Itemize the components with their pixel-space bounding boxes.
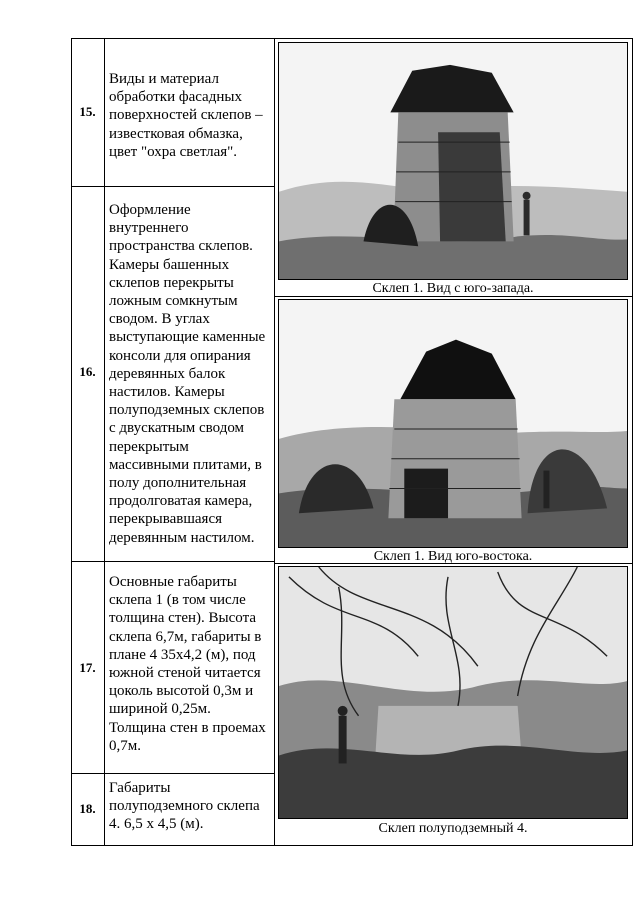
row-number-18: 18. [79, 801, 96, 816]
photo-caption-3: Склеп полуподземный 4. [378, 821, 528, 836]
table-border-top [71, 38, 633, 39]
column-divider-text [274, 38, 275, 846]
row-text-17: Основные габариты склепа 1 (в том числе толщина стен). Высота склепа 6,7м, габариты в плане 4 35х4,2 (м), под южной стеной читается цоколь высотой 0,3м и шириной 0,25м. Толщина стен в проемах 0,7м. [109, 574, 266, 754]
table-border-bottom [71, 845, 633, 846]
column-divider-number [104, 38, 105, 846]
photo-caption-1: Склеп 1. Вид с юго-запада. [372, 281, 534, 296]
photo-crypt-1-southeast [278, 299, 628, 548]
row-divider [71, 773, 274, 774]
row-divider [71, 561, 274, 562]
row-number-16: 16. [79, 364, 96, 379]
document-table [71, 38, 633, 846]
row-divider [71, 186, 274, 187]
row-text-18: Габариты полуподземного склепа 4. 6,5 х 4,5 (м). [109, 780, 260, 833]
row-text-16: Оформление внутреннего пространства склепов. Камеры башенных склепов перекрыты ложным сомкнутым сводом. В углах выступающие каменные консоли для опирания деревянных балок настилов. Камеры полуподземных склепов с двускатным сводом перекрытым массивными плитами, в полу дополнительная продолговатая камера, перекрывавшаяся деревянным настилом. [109, 202, 266, 546]
row-text-15: Виды и материал обработки фасадных поверхностей склепов – известковая обмазка, цвет "охра светлая". [109, 71, 263, 160]
photo-crypt-1-southwest [278, 42, 628, 280]
photo-caption-2: Склеп 1. Вид юго-востока. [373, 549, 533, 564]
table-border-right [632, 38, 633, 846]
table-border-left [71, 38, 72, 846]
row-number-15: 15. [79, 104, 96, 119]
photo-semi-underground-crypt-4 [278, 566, 628, 819]
row-number-17: 17. [79, 660, 96, 675]
